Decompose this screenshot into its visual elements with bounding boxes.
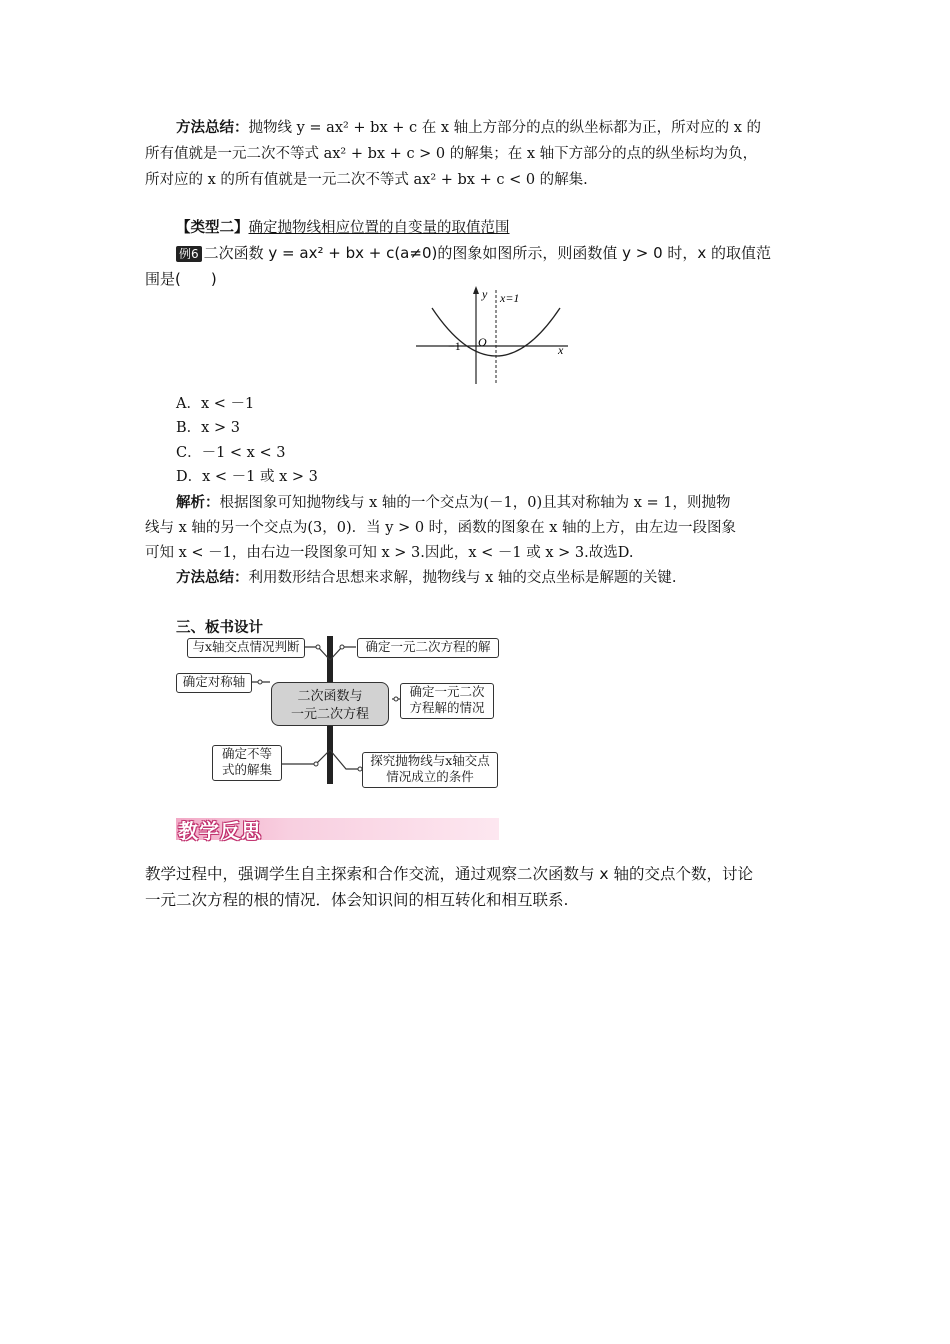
node-left-mid: 确定对称轴	[176, 673, 252, 693]
y-axis-arrow	[473, 286, 479, 294]
reflection-line2: 一元二次方程的根的情况．体会知识间的相互转化和相互联系.	[145, 891, 569, 909]
example-text1: 二次函数 y = ax² + bx + c(a≠0)的图象如图所示，则函数值 y > 0 时，x 的取值范	[203, 244, 772, 262]
origin-label: O	[478, 335, 487, 349]
node-right-bottom	[362, 752, 498, 788]
node-right-mid-line2: 方程解的情况	[409, 700, 485, 715]
example-badge: 例6	[176, 246, 202, 262]
board-design-heading: 三、板书设计	[176, 620, 263, 636]
method-summary-label: 方法总结：	[176, 120, 249, 136]
node-right-mid-line1: 确定一元二次	[409, 684, 485, 699]
method-summary-1-text1: 抛物线 y = ax² + bx + c 在 x 轴上方部分的点的纵坐标都为正，所对应的 x 的	[248, 120, 762, 136]
method-summary-1-line1	[176, 118, 761, 138]
type-two-heading	[176, 218, 510, 238]
example-question-line2: 围是( )	[145, 270, 217, 288]
node-right-bottom-line1: 探究抛物线与x轴交点	[370, 753, 490, 768]
type-two-bracket: 【类型二】	[176, 220, 249, 236]
analysis-label: 解析：	[176, 495, 220, 511]
parabola-graph	[410, 284, 580, 388]
type-two-title: 确定抛物线相应位置的自变量的取值范围	[248, 220, 510, 236]
y-axis-label: y	[482, 287, 488, 301]
method-summary-1-line3: 所对应的 x 的所有值就是一元二次不等式 ax² + bx + c < 0 的解集.	[145, 172, 588, 188]
mind-map-center	[271, 682, 389, 726]
analysis-line2: 线与 x 轴的另一个交点为(3，0)．当 y > 0 时，函数的图象在 x 轴的上方，由左边一段图象	[145, 520, 737, 536]
node-right-mid	[400, 683, 494, 719]
analysis-text1: 根据图象可知抛物线与 x 轴的一个交点为(－1，0)且其对称轴为 x = 1，则抛物	[219, 495, 731, 511]
connector-bar-bottom	[327, 726, 333, 784]
reflection-banner-title: 教学反思	[178, 819, 262, 843]
option-c: C．－1 < x < 3	[176, 445, 286, 461]
example-question-line1	[176, 243, 771, 263]
node-right-top: 确定一元二次方程的解	[357, 638, 499, 658]
center-line2: 一元二次方程	[290, 707, 369, 722]
reflection-line1: 教学过程中，强调学生自主探索和合作交流，通过观察二次函数与 x 轴的交点个数，讨论	[145, 865, 754, 883]
node-left-bottom-line2: 式的解集	[221, 762, 272, 777]
analysis-line3: 可知 x < －1，由右边一段图象可知 x > 3.因此，x < －1 或 x > 3.故选D.	[145, 545, 634, 561]
node-left-top: 与x轴交点情况判断	[187, 638, 305, 658]
intercept-label: −1	[448, 339, 461, 353]
option-d: D．x < －1 或 x > 3	[176, 469, 318, 485]
center-line1: 二次函数与	[297, 689, 363, 704]
node-right-bottom-line2: 情况成立的条件	[386, 769, 474, 784]
symmetry-label: x=1	[500, 291, 520, 305]
node-left-bottom-line1: 确定不等	[221, 746, 272, 761]
option-b: B．x > 3	[176, 420, 240, 436]
node-left-bottom	[212, 745, 282, 781]
method-summary-2-text: 利用数形结合思想来求解，抛物线与 x 轴的交点坐标是解题的关键.	[248, 570, 677, 586]
analysis-line1	[176, 493, 731, 513]
option-a: A．x < －1	[176, 396, 255, 412]
method-summary-2	[176, 568, 677, 588]
x-axis-label: x	[558, 343, 564, 357]
method-summary-2-label: 方法总结：	[176, 570, 249, 586]
method-summary-1-line2: 所有值就是一元二次不等式 ax² + bx + c > 0 的解集；在 x 轴下方部分的点的纵坐标均为负，	[145, 146, 758, 162]
